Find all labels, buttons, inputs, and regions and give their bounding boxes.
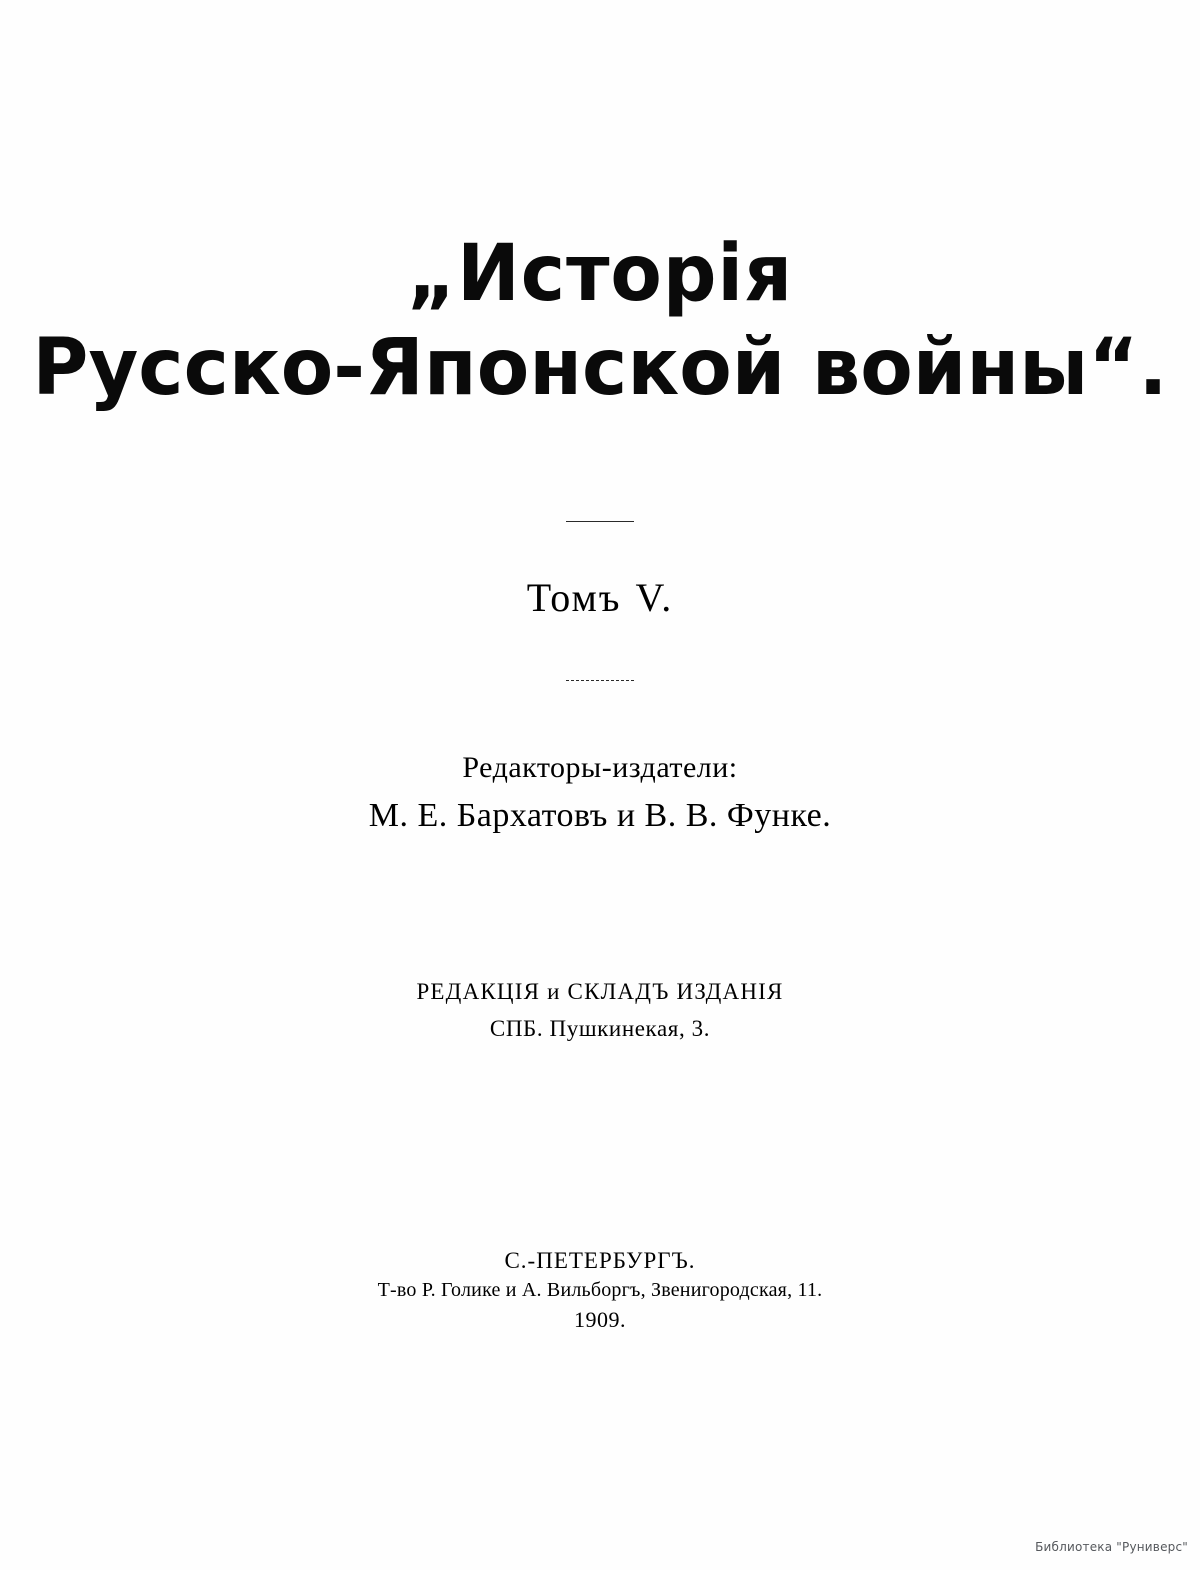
- editors-names: М. Е. Бархатовъ и В. В. Функе.: [368, 797, 832, 834]
- editors-label: Редакторы-издатели:: [462, 751, 738, 784]
- imprint-printer: Т-во Р. Голике и А. Вильборгъ, Звенигородская, 11.: [377, 1279, 823, 1301]
- title-line-1: „Исторія: [406, 229, 794, 319]
- imprint-year: 1909.: [574, 1307, 626, 1332]
- library-watermark: Библиотека "Руниверс": [1035, 1540, 1188, 1554]
- volume-label: Томъ: [526, 575, 622, 620]
- volume-number: V.: [635, 575, 674, 620]
- book-title: [0, 228, 1200, 416]
- imprint-block: [0, 1245, 1200, 1335]
- divider-rule-upper: [566, 521, 634, 522]
- publisher-block: [0, 976, 1200, 1045]
- editors-block: [0, 748, 1200, 840]
- imprint-city: С.-ПЕТЕРБУРГЪ.: [504, 1248, 696, 1273]
- divider-rule-lower: [566, 680, 634, 681]
- publisher-address: СПБ. Пушкинекая, 3.: [489, 1016, 711, 1041]
- publisher-office: РЕДАКЦІЯ и СКЛАДЪ ИЗДАНІЯ: [416, 979, 784, 1004]
- title-line-2: Русско-Японской войны“.: [32, 323, 1168, 413]
- volume-designation: [0, 574, 1200, 621]
